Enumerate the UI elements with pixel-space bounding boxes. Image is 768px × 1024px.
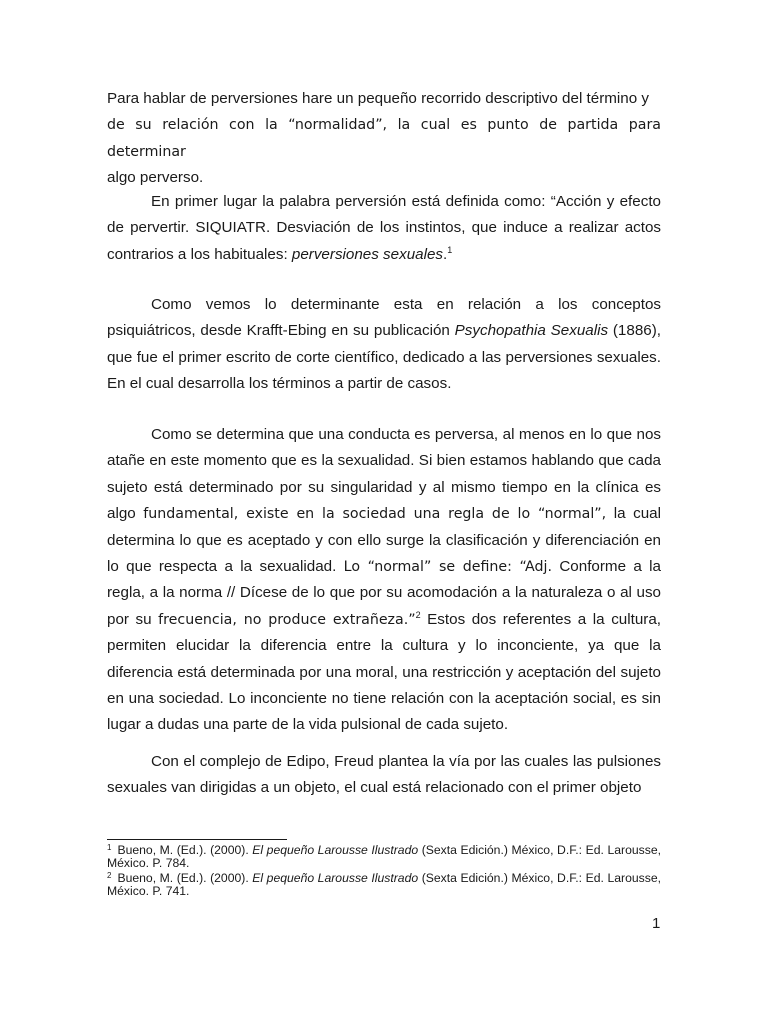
footnote-number: 2 <box>107 871 112 880</box>
paragraph-intro <box>107 86 661 192</box>
paragraph-text: fundamental, existe en la sociedad una regla de lo “normal”, <box>143 506 607 523</box>
paragraph-text: Lo “normal” se define: “Adj. <box>343 559 552 576</box>
footnote-number: 1 <box>107 843 112 852</box>
paragraph-text: Con el complejo de Edipo, Freud plantea la vía por las cuales las pulsiones sexuales van dirigidas a un objeto, el cual está relacionado con el primer objeto <box>107 753 661 797</box>
paragraph-text: . <box>443 245 448 263</box>
paragraph-text: Como vemos lo determinante esta en relación a los conceptos psiquiátricos, desde Krafft-Ebing en su publicación <box>107 296 661 340</box>
footnote-text: Bueno, M. (Ed.). (2000). <box>117 843 253 857</box>
paragraph-oedipus <box>107 749 661 802</box>
footnote-2 <box>107 872 661 898</box>
italic-title: Psychopathia Sexualis <box>454 322 609 340</box>
paragraph-definition <box>107 189 661 268</box>
footnote-1 <box>107 844 661 870</box>
footnote-reference: 1 <box>447 244 453 255</box>
paragraph-text: de su relación con la “normalidad”, la cual es punto de partida para determinar <box>107 117 661 160</box>
footnote-text: (Sexta Edición.) México, D.F.: Ed. Larousse, México. P. 784. <box>107 843 662 870</box>
footnote-italic-title: El pequeño Larousse Ilustrado <box>252 843 419 857</box>
paragraph-text: Como se determina que una conducta es perversa, al menos en lo que nos atañe en este momento que es la sexualidad. Si bien estamos hablando que cada sujeto está determinado por su singularidad y al mismo tiempo en la clínica es algo <box>107 426 661 523</box>
paragraph-text: algo perverso. <box>107 169 204 187</box>
paragraph-text: (1886), que fue el primer escrito de corte científico, dedicado a las perversiones sexuales. En el cual desarrolla los términos a partir de casos. <box>107 322 662 393</box>
paragraph-text: la cual determina lo que es aceptado y con ello surge la clasificación y diferenciación en lo que respecta a la sexualidad. <box>107 505 661 576</box>
paragraph-krafft-ebing <box>107 292 661 398</box>
footnote-text: Bueno, M. (Ed.). (2000). <box>117 871 253 885</box>
page-number: 1 <box>652 915 661 932</box>
paragraph-text: frecuencia, no produce extrañeza.” <box>158 611 416 628</box>
paragraph-text: Para hablar de perversiones hare un pequeño recorrido descriptivo del término y <box>107 90 649 107</box>
paragraph-text: Estos dos referentes a la cultura, permiten elucidar la diferencia entre la cultura y lo inconciente, ya que la diferencia está determinada por una moral, una restricción y aceptación del sujeto en una sociedad. Lo inconciente no tiene relación con la aceptación social, es sin lugar a dudas una parte de la vida pulsional de cada sujeto. <box>107 610 661 734</box>
paragraph-text: En primer lugar la palabra perversión está definida como: “Acción y efecto de pervertir. SIQUIATR. Desviación de los instintos, que induce a realizar actos contrarios a los habituales: <box>107 193 661 263</box>
paragraph-normality <box>107 422 661 739</box>
paragraph-text: Conforme a la regla, a la norma // Dícese de lo que por su acomodación a la naturaleza o al uso por su <box>107 558 661 628</box>
italic-term: perversiones sexuales <box>291 245 444 263</box>
footnotes <box>107 844 661 900</box>
footnote-italic-title: El pequeño Larousse Ilustrado <box>252 871 419 885</box>
footnote-separator <box>107 839 287 840</box>
footnote-reference: 2 <box>415 609 421 620</box>
footnote-text: (Sexta Edición.) México, D.F.: Ed. Larousse, México. P. 741. <box>107 871 662 898</box>
